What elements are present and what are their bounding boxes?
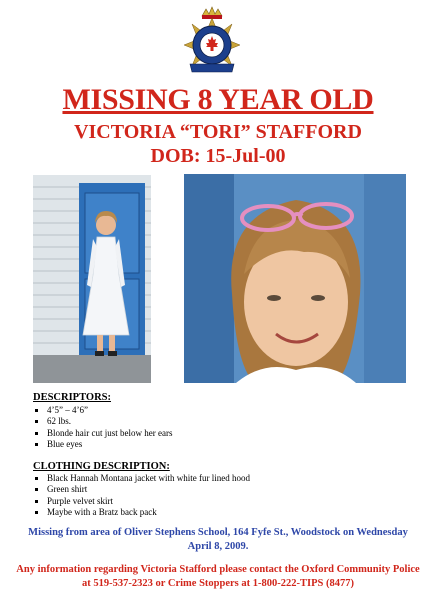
list-item: Maybe with a Bratz back pack <box>33 507 250 518</box>
list-item: Blonde hair cut just below her ears <box>33 428 172 439</box>
full-body-photo <box>33 175 151 383</box>
descriptors-list <box>33 405 172 451</box>
missing-person-name: VICTORIA “TORI” STAFFORD <box>74 121 362 143</box>
contact-line: Any information regarding Victoria Stafford please contact the Oxford Community Police <box>16 564 420 575</box>
descriptors-heading: DESCRIPTORS: <box>33 392 111 403</box>
list-item: 4’5” – 4’6” <box>33 405 172 416</box>
contact-phone-line: at 519-537-2323 or Crime Stoppers at 1-800-222-TIPS (8477) <box>82 578 354 589</box>
poster-title: MISSING 8 YEAR OLD <box>62 83 374 116</box>
list-item: Green shirt <box>33 484 250 495</box>
missing-location-text <box>20 526 416 554</box>
list-item: 62 lbs. <box>33 416 172 427</box>
police-crest-logo <box>180 6 244 82</box>
clothing-heading: CLOTHING DESCRIPTION: <box>33 461 170 472</box>
list-item: Black Hannah Montana jacket with white fur lined hood <box>33 473 250 484</box>
clothing-list <box>33 473 250 519</box>
missing-location-line: Missing from area of Oliver Stephens School, 164 Fyfe St., Woodstock on Wednesday <box>28 527 408 538</box>
face-closeup-photo <box>184 174 406 383</box>
list-item: Blue eyes <box>33 439 172 450</box>
missing-date-line: April 8, 2009. <box>187 541 249 552</box>
date-of-birth: DOB: 15-Jul-00 <box>150 145 286 167</box>
list-item: Purple velvet skirt <box>33 496 250 507</box>
contact-info-text <box>8 563 428 591</box>
